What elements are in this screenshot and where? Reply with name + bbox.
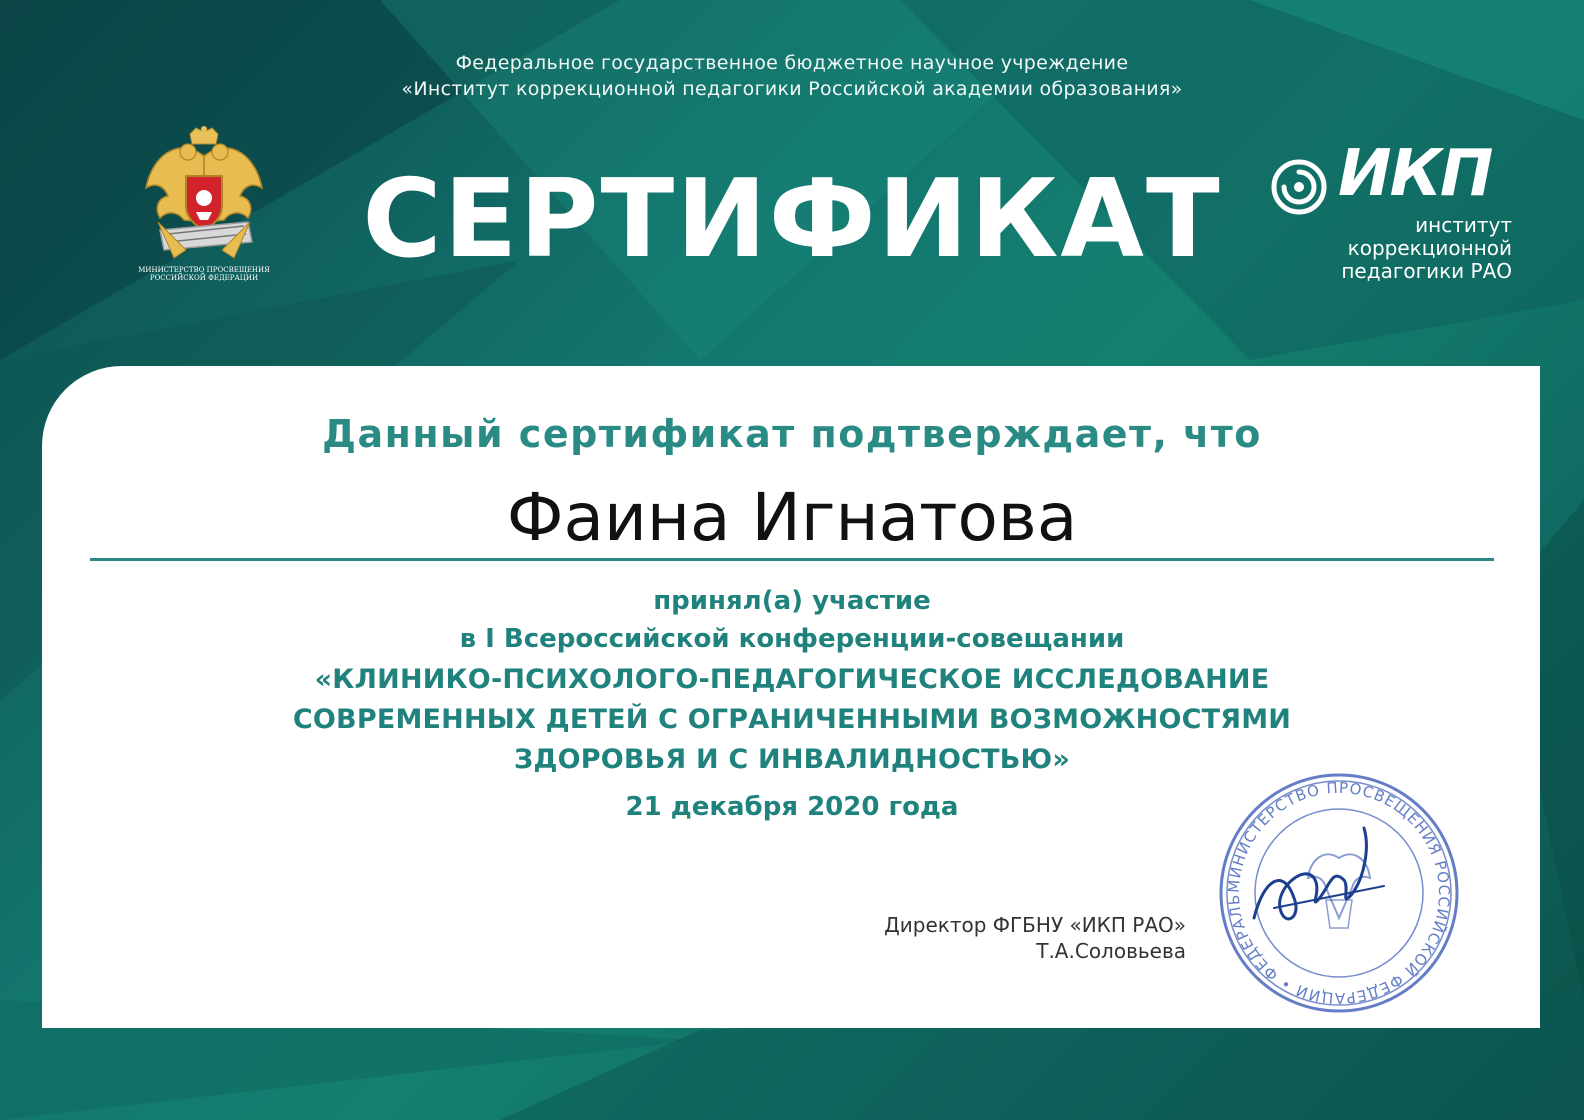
- ministry-caption: [138, 266, 270, 282]
- confirm-text: Данный сертификат подтверждает, что: [322, 412, 1262, 456]
- org-line-1: Федеральное государственное бюджетное научное учреждение: [455, 52, 1129, 74]
- event-text: в I Всероссийской конференции-совещании: [459, 624, 1125, 654]
- stamp-text: МИНИСТЕРСТВО ПРОСВЕЩЕНИЯ РОССИЙСКОЙ ФЕДЕРАЦИИ • ФЕДЕРАЛЬ: [1224, 778, 1454, 1008]
- certificate-title: СЕРТИФИКАТ: [362, 157, 1222, 282]
- ministry-caption-line-2: РОССИЙСКОЙ ФЕДЕРАЦИИ: [149, 274, 259, 282]
- event-date: 21 декабря 2020 года: [625, 792, 959, 822]
- name-underline: [90, 558, 1494, 561]
- signature-block: [884, 912, 1186, 964]
- coat-of-arms-icon: [138, 126, 270, 286]
- ikp-logo: [1270, 137, 1530, 290]
- signer-position: Директор ФГБНУ «ИКП РАО»: [884, 913, 1186, 937]
- organization-name: [0, 50, 1584, 102]
- ikp-sub-line-1: институт: [1415, 213, 1512, 237]
- ikp-brand: ИКП: [1338, 137, 1492, 211]
- swirl-logo-icon: [1264, 152, 1334, 222]
- topic-line-2: СОВРЕМЕННЫХ ДЕТЕЙ С ОГРАНИЧЕННЫМИ ВОЗМОЖНОСТЯМИ: [292, 704, 1292, 735]
- org-line-2: «Институт коррекционной педагогики Российской академии образования»: [401, 78, 1183, 100]
- ikp-sub-line-3: педагогики РАО: [1341, 259, 1512, 283]
- ikp-sub-line-2: коррекционной: [1347, 236, 1512, 260]
- topic-line-3: ЗДОРОВЬЯ И С ИНВАЛИДНОСТЬЮ»: [513, 744, 1071, 775]
- signer-name: Т.А.Соловьева: [1036, 939, 1186, 963]
- official-stamp-icon: [1214, 768, 1464, 1018]
- topic-line-1: «КЛИНИКО-ПСИХОЛОГО-ПЕДАГОГИЧЕСКОЕ ИССЛЕДОВАНИЕ: [314, 664, 1270, 695]
- participation-text: принял(а) участие: [653, 586, 931, 616]
- ikp-subtitle: [1341, 214, 1512, 283]
- signature-scribble: [1254, 828, 1366, 919]
- recipient-name: Фаина Игнатова: [506, 479, 1078, 556]
- ministry-caption-line-1: МИНИСТЕРСТВО ПРОСВЕЩЕНИЯ: [138, 266, 270, 274]
